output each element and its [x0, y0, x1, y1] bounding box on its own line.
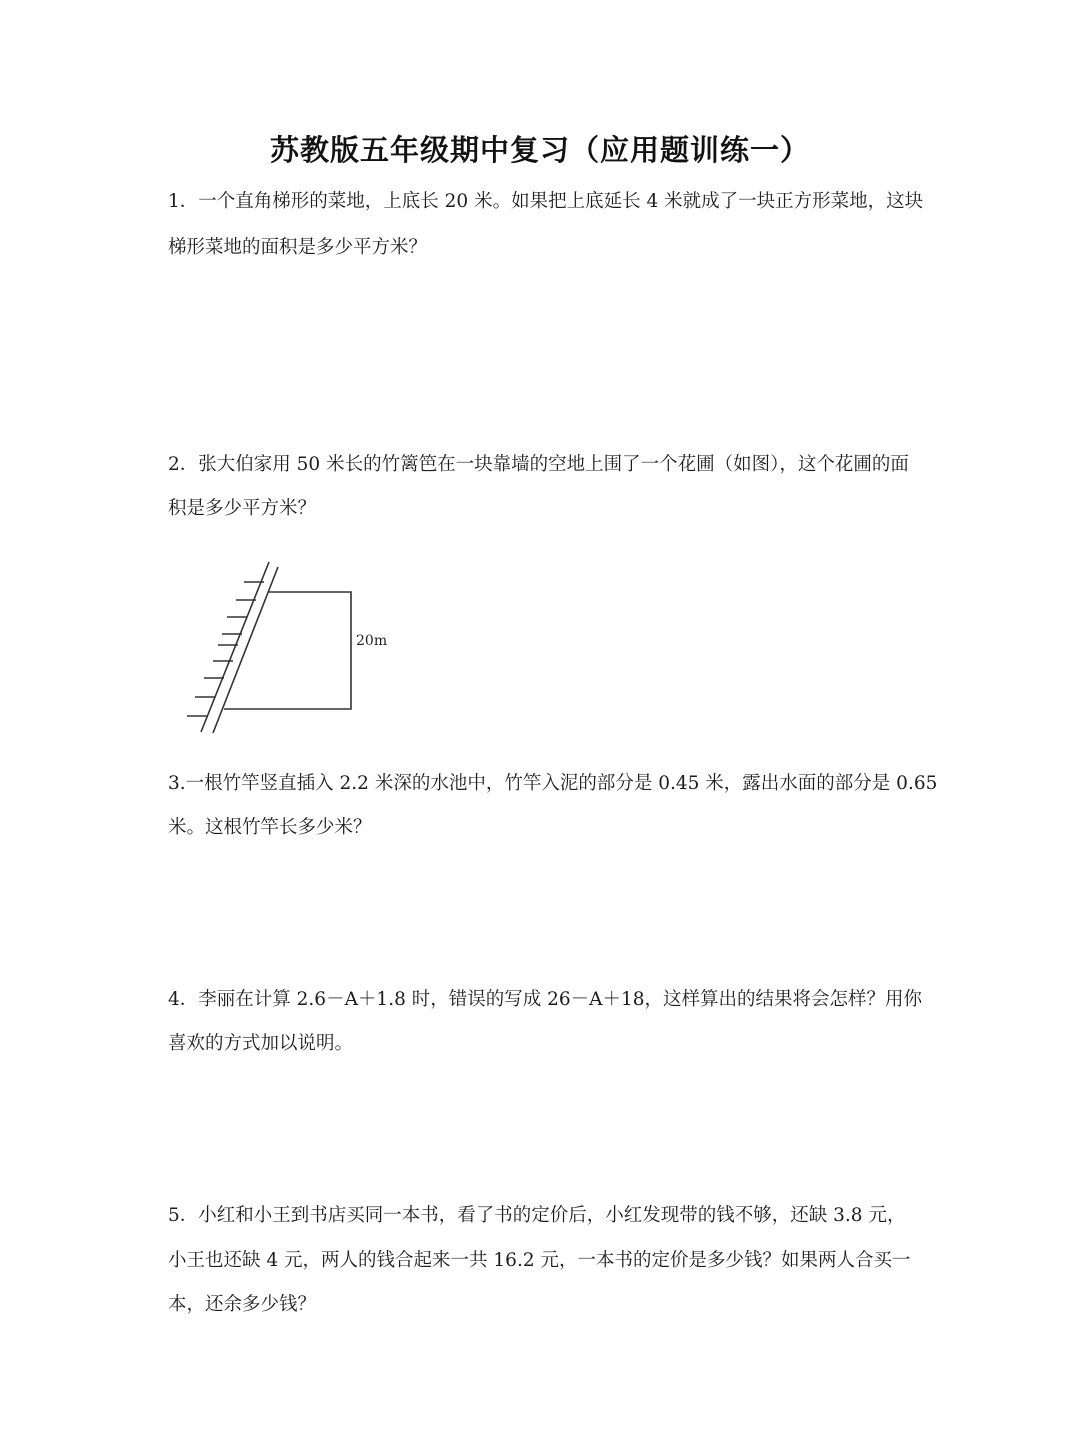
question-1-line-1: 1．一个直角梯形的菜地，上底长 20 米。如果把上底延长 4 米就成了一块正方形菜地，这块: [168, 191, 924, 212]
question-4-line-2: 喜欢的方式加以说明。: [168, 1033, 354, 1054]
question-5-line-1: 5．小红和小王到书店买同一本书，看了书的定价后，小红发现带的钱不够，还缺 3.8 元，: [168, 1205, 906, 1226]
question-2-line-1: 2．张大伯家用 50 米长的竹篱笆在一块靠墙的空地上围了一个花圃（如图），这个花圃的面: [168, 454, 909, 475]
question-1-line-2: 梯形菜地的面积是多少平方米？: [168, 237, 428, 258]
fence-outline: [224, 592, 351, 709]
question-5-line-3: 本，还余多少钱？: [168, 1294, 317, 1315]
question-5-line-2: 小王也还缺 4 元，两人的钱合起来一共 16.2 元，一本书的定价是多少钱？如果两人合买一: [168, 1250, 911, 1271]
question-3-line-1: 3.一根竹竿竖直插入 2.2 米深的水池中，竹竿入泥的部分是 0.45 米，露出水面的部分是 0.65: [168, 773, 938, 794]
page-title: 苏教版五年级期中复习（应用题训练一）: [269, 133, 810, 167]
side-length-label: 20m: [356, 633, 388, 649]
question-4-line-1: 4．李丽在计算 2.6－A＋1.8 时，错误的写成 26－A＋18，这样算出的结果将会怎样？用你: [168, 989, 923, 1010]
wall-icon: [187, 562, 278, 733]
question-3-line-2: 米。这根竹竿长多少米？: [168, 817, 372, 838]
question-2-line-2: 积是多少平方米？: [168, 498, 317, 519]
